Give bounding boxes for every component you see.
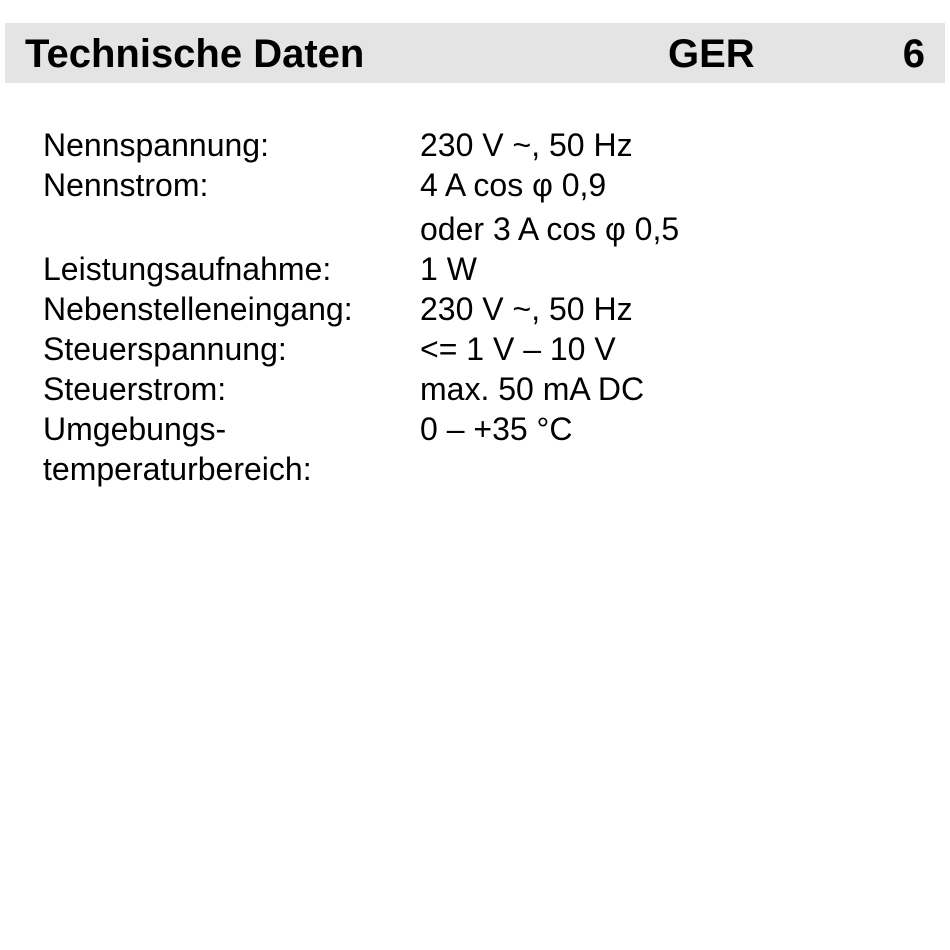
spec-value-group <box>420 165 923 249</box>
spec-value: 1 W <box>420 251 477 287</box>
spec-row-nennstrom <box>43 165 923 249</box>
spec-value: <= 1 V – 10 V <box>420 331 616 367</box>
spec-label: Umgebungs- <box>43 411 227 447</box>
page-number: 6 <box>902 32 925 76</box>
spec-value-alt: oder 3 A cos φ 0,5 <box>420 211 680 247</box>
spec-label: Nebenstelleneingang: <box>43 291 353 327</box>
spec-row-leistungsaufnahme <box>43 249 923 289</box>
spec-label: Leistungsaufnahme: <box>43 251 332 287</box>
spec-label: Nennspannung: <box>43 127 269 163</box>
spec-label: Nennstrom: <box>43 167 209 203</box>
spec-row-nennspannung <box>43 125 923 165</box>
spec-row-umgebungstemperaturbereich <box>43 409 923 489</box>
spec-label-continued: temperaturbereich: <box>43 451 312 487</box>
spec-row-steuerstrom <box>43 369 923 409</box>
spec-value: 230 V ~, 50 Hz <box>420 127 633 163</box>
spec-label: Steuerspannung: <box>43 331 287 367</box>
spec-label-group <box>43 409 420 489</box>
section-header <box>5 23 945 83</box>
spec-value: max. 50 mA DC <box>420 371 645 407</box>
spec-row-steuerspannung <box>43 329 923 369</box>
spec-label: Steuerstrom: <box>43 371 227 407</box>
spec-value: 4 A cos φ 0,9 <box>420 167 607 203</box>
spec-value: 230 V ~, 50 Hz <box>420 291 633 327</box>
spec-row-nebenstelleneingang <box>43 289 923 329</box>
section-title: Technische Daten <box>25 32 365 76</box>
technical-data-list <box>43 125 923 489</box>
language-code: GER <box>668 32 755 76</box>
spec-value: 0 – +35 °C <box>420 411 573 447</box>
